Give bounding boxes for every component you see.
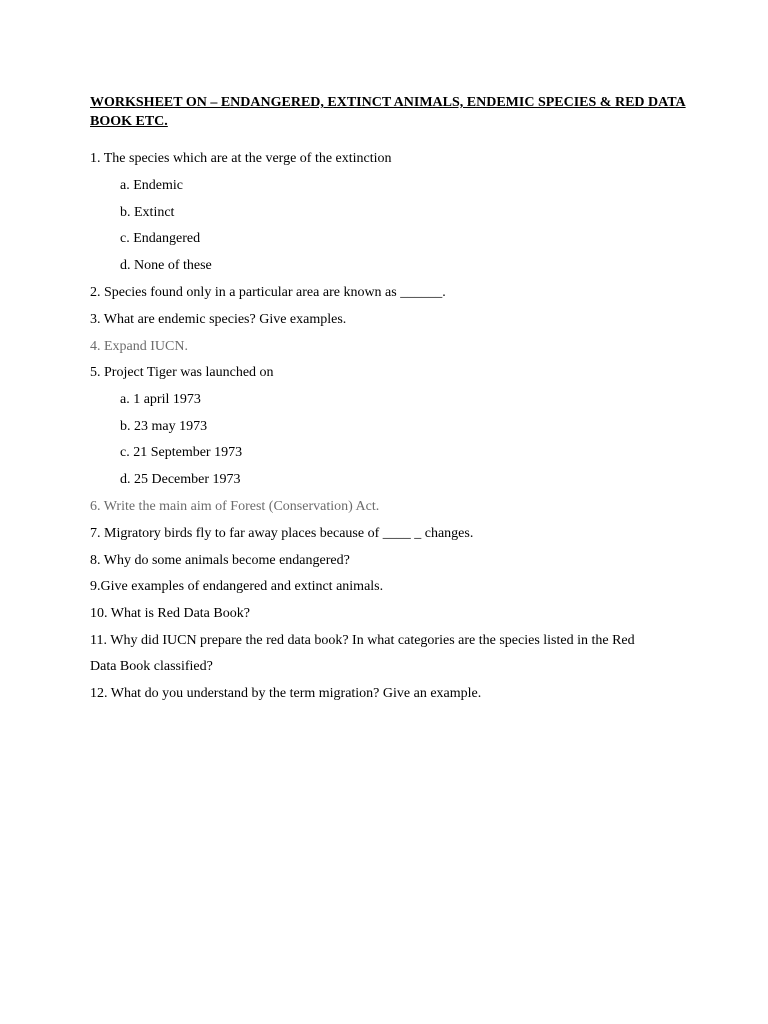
- question-2: 2. Species found only in a particular area are known as ______.: [90, 285, 446, 300]
- question-5-option-b: b. 23 may 1973: [120, 419, 208, 434]
- question-5-option-c: c. 21 September 1973: [120, 445, 243, 460]
- question-4: 4. Expand IUCN.: [90, 339, 188, 354]
- question-3: 3. What are endemic species? Give examples.: [90, 312, 347, 327]
- question-1-option-b: b. Extinct: [120, 205, 175, 220]
- question-1-option-a: a. Endemic: [120, 178, 183, 193]
- question-5-option-d: d. 25 December 1973: [120, 472, 241, 487]
- question-9: 9.Give examples of endangered and extinct animals.: [90, 579, 384, 594]
- question-10: 10. What is Red Data Book?: [90, 606, 250, 621]
- question-8: 8. Why do some animals become endangered?: [90, 553, 350, 568]
- question-1: 1. The species which are at the verge of the extinction: [90, 151, 392, 166]
- question-11-line-2: Data Book classified?: [90, 659, 213, 674]
- worksheet-title: WORKSHEET ON – ENDANGERED, EXTINCT ANIMALS, ENDEMIC SPECIES & RED DATA BOOK ETC.: [90, 95, 686, 129]
- question-5: 5. Project Tiger was launched on: [90, 365, 274, 380]
- question-1-option-d: d. None of these: [120, 258, 212, 273]
- question-11-line-1: 11. Why did IUCN prepare the red data book? In what categories are the species listed in the Red: [90, 633, 635, 648]
- question-6: 6. Write the main aim of Forest (Conservation) Act.: [90, 499, 380, 514]
- question-1-option-c: c. Endangered: [120, 231, 201, 246]
- question-12: 12. What do you understand by the term migration? Give an example.: [90, 686, 482, 701]
- question-5-option-a: a. 1 april 1973: [120, 392, 201, 407]
- question-7: 7. Migratory birds fly to far away places because of ____ _ changes.: [90, 526, 474, 541]
